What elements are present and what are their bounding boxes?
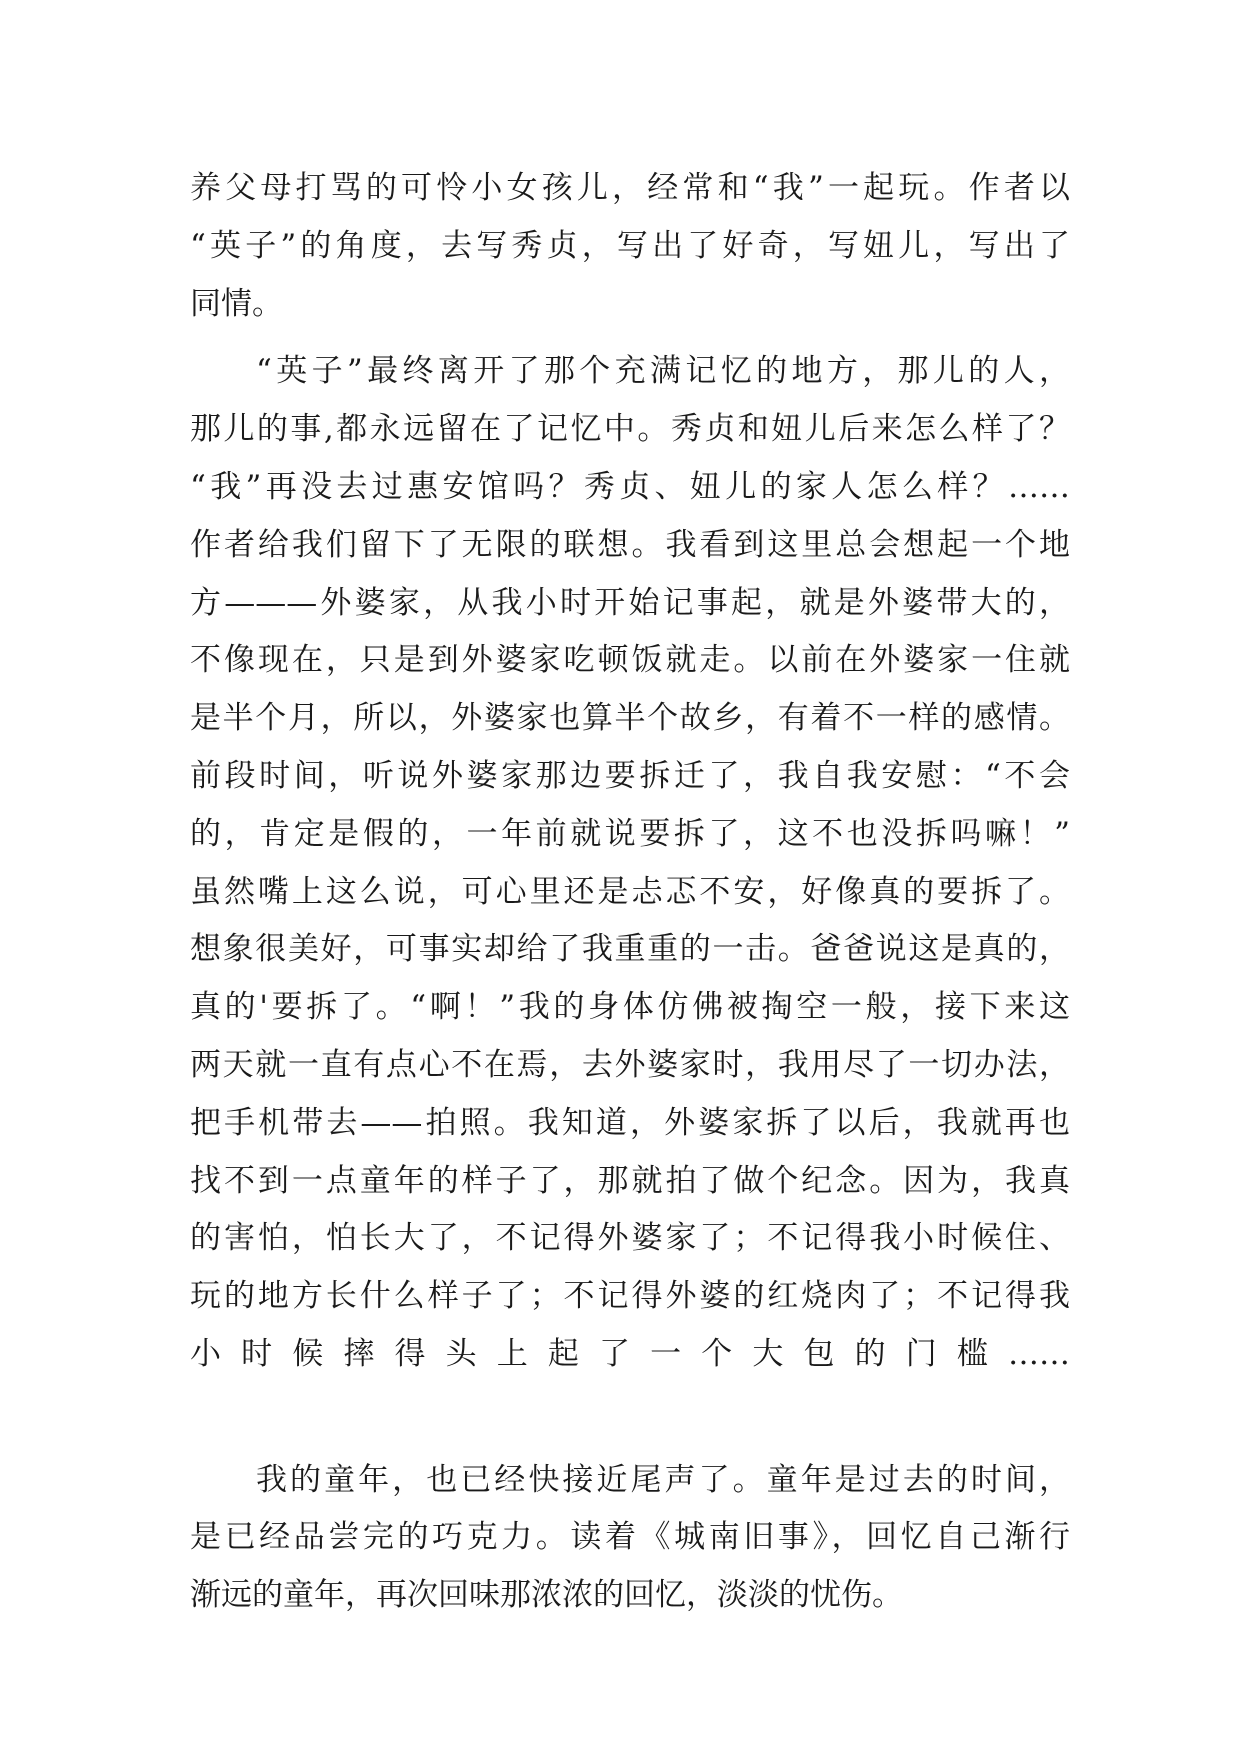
text-line [190,1384,1070,1442]
text-line: 虽然嘴上这么说，可心里还是忐忑不安，好像真的要拆了。 [190,873,1070,910]
text-line: 两天就一直有点心不在焉，去外婆家时，我用尽了一切办法， [190,1046,1070,1083]
text-line: 想象很美好，可事实却给了我重重的一击。爸爸说这是真的， [190,931,1070,968]
text-line: 不像现在，只是到外婆家吃顿饭就走。以前在外婆家一住就 [190,642,1070,679]
text-line: “英子”的角度，去写秀贞，写出了好奇，写妞儿，写出了 [190,227,1070,264]
text-line: 前段时间，听说外婆家那边要拆迁了，我自我安慰：“不会 [190,757,1070,794]
text-line: 把手机带去——拍照。我知道，外婆家拆了以后，我就再也 [190,1104,1070,1141]
text-line: 作者给我们留下了无限的联想。我看到这里总会想起一个地 [190,526,1070,563]
text-line: 的害怕，怕长大了，不记得外婆家了；不记得我小时候住、 [190,1220,1070,1257]
text-line: “英子”最终离开了那个充满记忆的地方，那儿的人， [256,353,1070,390]
paragraph [190,160,1070,333]
paragraph [190,343,1070,1441]
text-line: 方———外婆家，从我小时开始记事起，就是外婆带大的， [190,584,1070,621]
text-line: 养父母打骂的可怜小女孩儿，经常和“我”一起玩。作者以 [190,170,1070,206]
text-line: 玩的地方长什么样子了；不记得外婆的红烧肉了；不记得我 [190,1278,1070,1315]
text-line: 渐远的童年，再次回味那浓浓的回忆，淡淡的忧伤。 [190,1577,903,1614]
text-line: “我”再没去过惠安馆吗？秀贞、妞儿的家人怎么样？…… [190,468,1070,505]
text-line: 同情。 [190,285,283,322]
paragraph-gap [190,333,1070,343]
text-line: 是半个月，所以，外婆家也算半个故乡，有着不一样的感情。 [190,700,1070,737]
text-line: 那儿的事,都永远留在了记忆中。秀贞和妞儿后来怎么样了？ [190,411,1070,448]
text-line: 是已经品尝完的巧克力。读着《城南旧事》，回忆自己渐行 [190,1519,1070,1556]
paragraph-gap [190,1442,1070,1452]
paragraph [190,1452,1070,1625]
essay-body [190,160,1070,1625]
text-line: 找不到一点童年的样子了，那就拍了做个纪念。因为，我真 [190,1162,1070,1199]
text-line: 的，肯定是假的，一年前就说要拆了，这不也没拆吗嘛！” [190,815,1070,852]
text-line: 小时候摔得头上起了一个大包的门槛…… [190,1335,1070,1372]
text-line: 真的'要拆了。“啊！”我的身体仿佛被掏空一般，接下来这 [190,989,1070,1026]
text-line: 我的童年，也已经快接近尾声了。童年是过去的时间， [256,1461,1070,1498]
